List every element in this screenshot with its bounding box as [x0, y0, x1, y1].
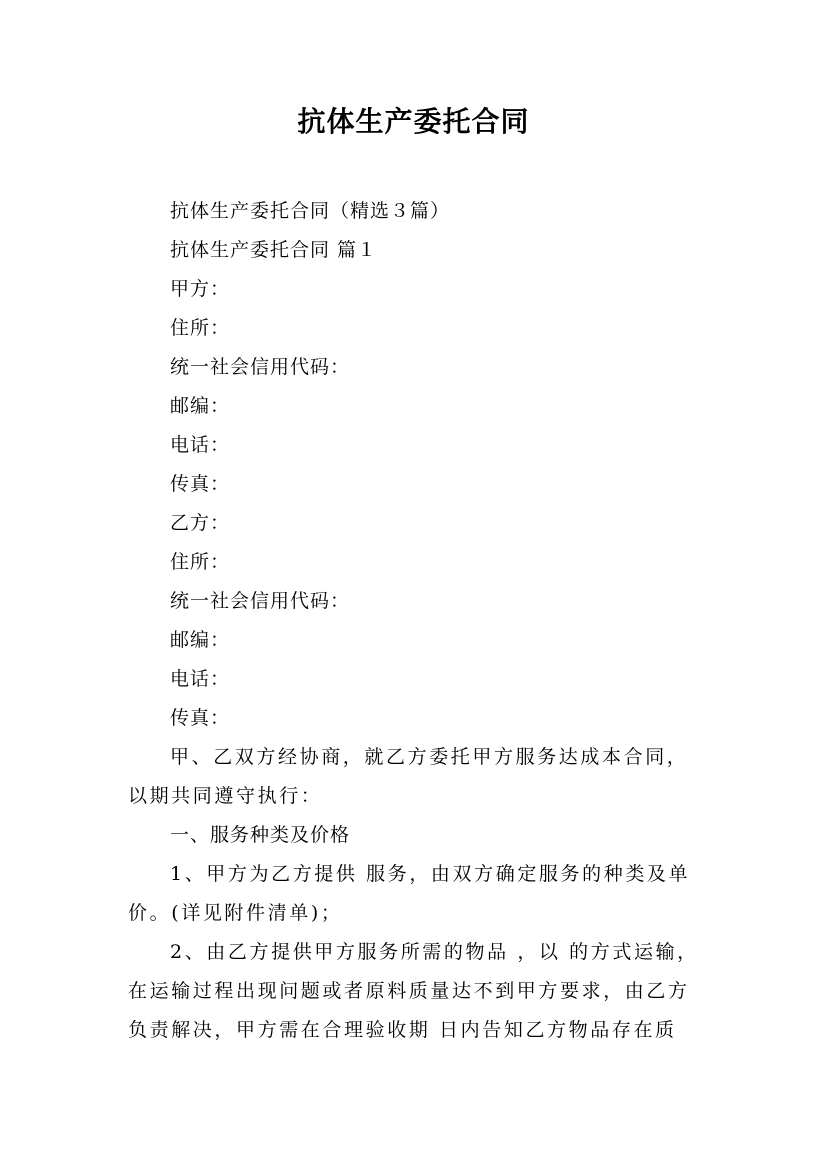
- party-a-address: 住所：: [170, 317, 231, 339]
- document-title: 抗体生产委托合同: [297, 105, 530, 138]
- clause-2-line-2: 在运输过程出现问题或者原料质量达不到甲方要求，由乙方: [128, 980, 690, 1002]
- party-b-address: 住所：: [170, 551, 231, 573]
- party-a-phone: 电话：: [170, 434, 231, 456]
- party-a-label: 甲方：: [170, 278, 231, 300]
- party-a-postcode: 邮编：: [170, 395, 231, 417]
- clause-1-line-2: 价。(详见附件清单)；: [128, 902, 343, 924]
- document-subtitle: 抗体生产委托合同（精选３篇）: [170, 200, 451, 222]
- party-b-credit-code: 统一社会信用代码：: [170, 590, 351, 612]
- party-b-postcode: 邮编：: [170, 629, 231, 651]
- party-b-fax: 传真：: [170, 707, 231, 729]
- party-a-credit-code: 统一社会信用代码：: [170, 356, 351, 378]
- clause-1-line-1: 1、甲方为乙方提供 服务，由双方确定服务的种类及单: [170, 863, 691, 885]
- clause-heading: 一、服务种类及价格: [170, 824, 351, 846]
- section-heading: 抗体生产委托合同 篇１: [170, 239, 378, 261]
- intro-line-2: 以期共同遵守执行：: [128, 785, 323, 807]
- intro-line-1: 甲、乙双方经协商，就乙方委托甲方服务达成本合同，: [170, 746, 689, 768]
- party-b-label: 乙方：: [170, 512, 231, 534]
- clause-2-line-3: 负责解决，甲方需在合理验收期 日内告知乙方物品存在质: [128, 1019, 677, 1041]
- clause-2-line-1: 2、由乙方提供甲方服务所需的物品 ，以 的方式运输，: [170, 941, 699, 963]
- party-a-fax: 传真：: [170, 473, 231, 495]
- party-b-phone: 电话：: [170, 668, 231, 690]
